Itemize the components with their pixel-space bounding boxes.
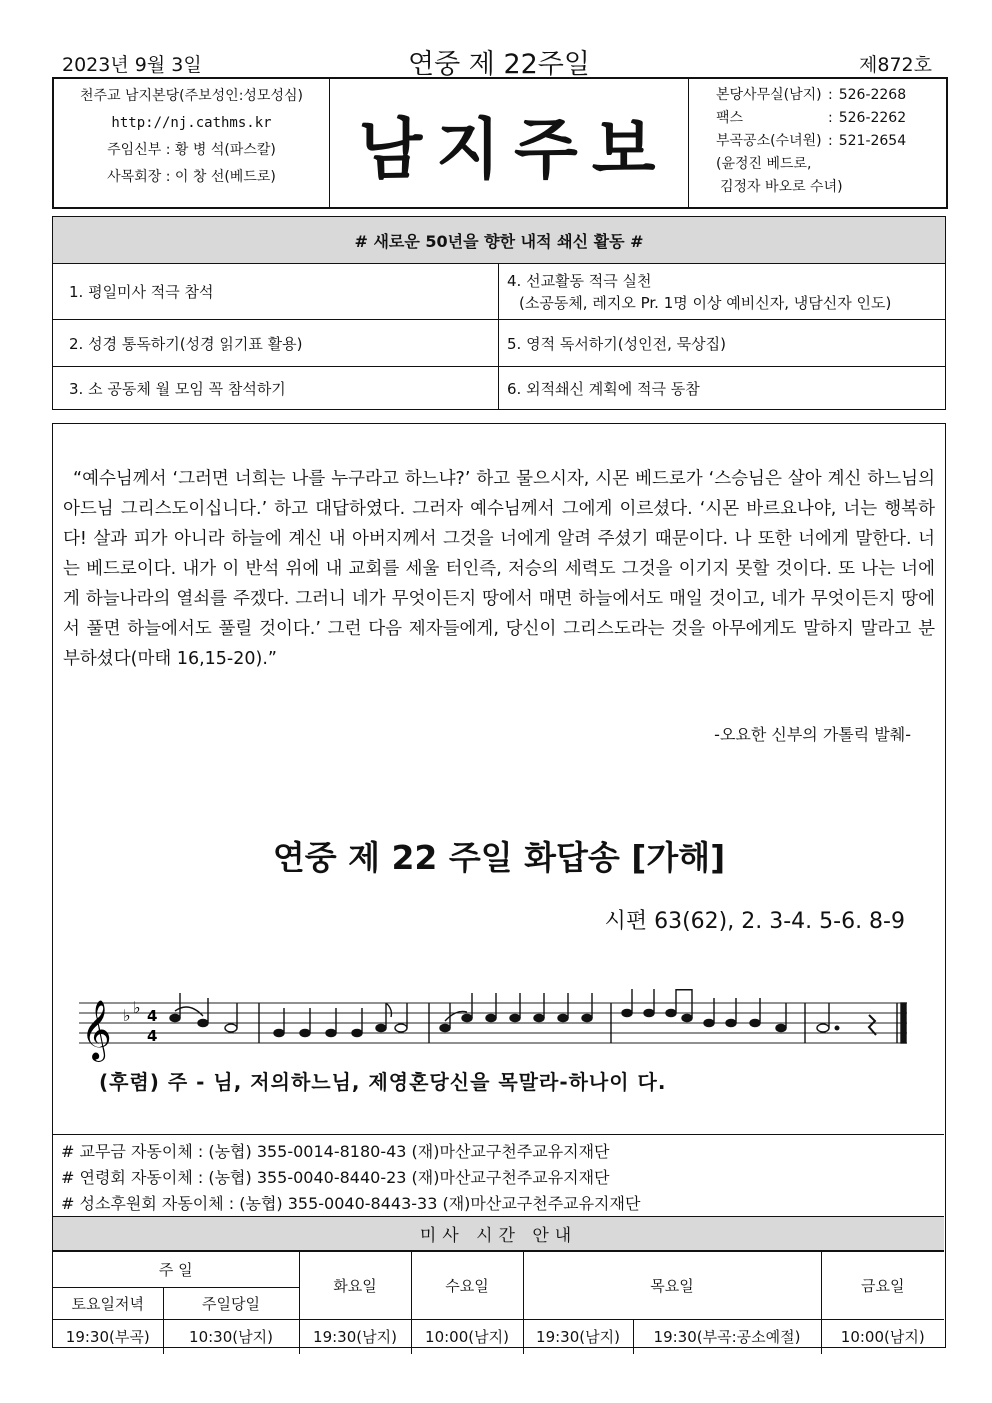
header-friday: 금요일	[821, 1252, 944, 1320]
vocation-support-transfer: # 성소후원회 자동이체 : (농협) 355-0040-8443-33 (재)마산교구천주교유지재단	[61, 1194, 641, 1213]
time-cell: 19:30(부곡:공소예절)	[633, 1320, 821, 1354]
psalm-reference: 시편 63(62), 2. 3-4. 5-6. 8-9	[604, 909, 905, 934]
activity-3: 3. 소 공동체 월 모임 꼭 참석하기	[53, 367, 499, 410]
notes	[170, 989, 906, 1043]
time-cell: 19:30(남지)	[299, 1320, 411, 1354]
week-title: 연중 제 22주일	[408, 49, 590, 80]
time-cell: 19:30(부곡)	[53, 1320, 163, 1354]
parish-url[interactable]: http://nj.cathms.kr	[111, 115, 272, 131]
gospel-quote: “예수님께서 ‘그러면 너희는 나를 누구라고 하느냐?’ 하고 물으시자, 시몬 베드로가 ‘스승님은 살아 계신 하느님의 아드님 그리스도이십니다.’ 하고 대답하였다. 그러자 예수님께서 그에게 이르셨다. ‘시몬 바르요나야, 너는 행복하다! 살과 피가 아니라 하늘에 계신 내 아버지께서 그것을 너에게 알려 주셨기 때문이다. 나 또한 너에게 말한다. 너는 베드로이다. 내가 이 반석 위에 내 교회를 세울 터인즉, 저승의 세력도 그것을 이기지 못할 것이다. 또 나는 너에게 하늘나라의 열쇠를 주겠다. 그러니 네가 무엇이든지 땅에서 매면 하늘에서도 매일 것이고, 네가 무엇이든지 땅에서 풀면 하늘에서도 풀릴 것이다.’ 그런 다음 제자들에게, 당신이 그리스도라는 것을 아무에게도 말하지 말라고 분부하셨다(마태 16,15-20).”	[63, 469, 935, 669]
main-content-box	[52, 423, 946, 1348]
treble-clef-icon: 𝄞	[81, 1000, 112, 1060]
psalm-title: 연중 제 22 주일 화답송 [가해]	[272, 838, 726, 877]
office-phone: 본당사무실(남지) : 526-2268	[716, 87, 907, 103]
mission-phone: 부곡공소(수녀원) : 521-2654	[716, 133, 907, 149]
renewal-activities-table	[52, 216, 946, 410]
header-thursday: 목요일	[523, 1252, 821, 1320]
activity-6: 6. 외적쇄신 계획에 적극 동참	[507, 380, 700, 398]
nuns-line-1: (윤정진 베드로,	[716, 156, 812, 172]
tithe-transfer: # 교무금 자동이체 : (농협) 355-0014-8180-43 (재)마산교구천주교유지재단	[61, 1142, 610, 1161]
header-saturday-evening: 토요일저녁	[53, 1288, 163, 1320]
issue-date: 2023년 9월 3일	[62, 54, 202, 76]
masthead-title: 남지주보	[358, 110, 670, 188]
pastor: 주임신부 : 황 병 석(파스칼)	[107, 142, 276, 158]
parish-name: 천주교 남지본당(주보성인:성모성심)	[80, 88, 303, 104]
activity-4: 4. 선교활동 적극 실천 (소공동체, 레지오 Pr. 1명 이상 예비신자, 냉담신자 인도)	[507, 271, 892, 312]
time-signature-bottom: 4	[147, 1027, 158, 1045]
svg-text:♭: ♭	[123, 1006, 131, 1025]
svg-text:♭: ♭	[133, 998, 141, 1017]
mass-schedule-title: 미사 시간 안내	[53, 1216, 944, 1251]
header-sunday: 주 일	[53, 1252, 299, 1288]
header-tuesday: 화요일	[299, 1252, 411, 1320]
nuns-line-2: 김정자 바오로 수녀)	[720, 179, 843, 195]
activity-2: 2. 성경 통독하기(성경 읽기표 활용)	[53, 320, 499, 366]
masthead-box	[52, 77, 948, 209]
time-signature-top: 4	[147, 1007, 158, 1025]
time-cell: 19:30(남지)	[523, 1320, 633, 1354]
funeral-society-transfer: # 연령회 자동이체 : (농협) 355-0040-8440-23 (재)마산교구천주교유지재단	[61, 1168, 610, 1187]
activity-1: 1. 평일미사 적극 참석	[53, 264, 499, 319]
header-sunday-day: 주일당일	[163, 1288, 299, 1320]
table-row	[53, 264, 945, 320]
key-signature	[123, 998, 141, 1025]
auto-transfer-info	[53, 1134, 944, 1217]
masthead-area	[330, 79, 689, 207]
fax-number: 팩스 : 526-2262	[716, 110, 907, 126]
mass-schedule-table	[53, 1251, 944, 1354]
table-row	[53, 320, 945, 367]
contact-info	[690, 79, 946, 207]
refrain-lyrics: (후렴) 주 - 님, 저의하느님, 제영혼당신을 목말라-하나이 다.	[99, 1070, 667, 1094]
time-cell: 10:00(남지)	[411, 1320, 523, 1354]
title-line	[52, 40, 946, 78]
parish-info	[54, 79, 330, 207]
time-cell: 10:00(남지)	[821, 1320, 944, 1354]
council-president: 사목회장 : 이 창 선(베드로)	[107, 169, 276, 185]
time-cell: 10:30(남지)	[163, 1320, 299, 1354]
quote-source: -오요한 신부의 가톨릭 발췌-	[714, 725, 911, 744]
table-row	[53, 1320, 944, 1354]
activity-5: 5. 영적 독서하기(성인전, 묵상집)	[507, 334, 726, 353]
header-wednesday: 수요일	[411, 1252, 523, 1320]
table-row	[53, 367, 945, 410]
issue-number: 제872호	[859, 54, 932, 76]
renewal-title: # 새로운 50년을 향한 내적 쇄신 활동 #	[53, 217, 945, 264]
